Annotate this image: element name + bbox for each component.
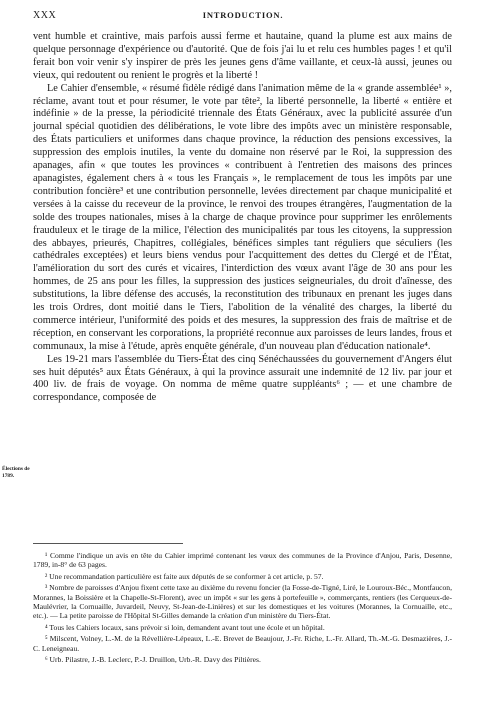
- page-number: XXX: [33, 10, 57, 21]
- running-title: INTRODUCTION.: [202, 10, 284, 20]
- footnotes: [33, 551, 452, 666]
- footnote: ⁶ Urb. Pilastre, J.-B. Leclerc, P.-J. Druillon, Urb.-R. Davy des Piltières.: [45, 655, 261, 665]
- paragraph-elections: Les 19-21 mars l'assemblée du Tiers-État des cinq Sénéchaussées du gouvernement d'Angers élut ses huit députés⁵ aux États Généraux, à qui la province assurait une indemnité de 12 liv. par jour et 400 liv. de frais de voyage. On nomma de même quatre suppléants⁶ ; — et une chambre de correspondance, composée de: [33, 353, 452, 404]
- footnote: ⁵ Milscent, Volney, L.-M. de la Révellière-Lépeaux, L.-E. Brevet de Beaujour, J.-Fr. Riche, L.-Fr. Allard, Th.-M.-G. Desmazières, J.-C. Leneigneau.: [33, 634, 452, 653]
- running-header: [33, 10, 453, 24]
- paragraph-continuation: vent humble et craintive, mais parfois aussi ferme et hautaine, quand la plume est aux mains de quelque personnage d'expérience ou d'autorité. Que de fois j'ai lu et relu ces humbles pages ! et qu'il ferait bon voir venir s'y inspirer de près les jeunes gens d'âme vaillante, et ceux-là aussi, jeunes ou vieux, qui redoutent ou renient le progrès et la liberté !: [33, 31, 452, 81]
- footnote-divider: [33, 543, 183, 544]
- footnote: ² Une recommandation particulière est faite aux députés de se conformer à cet article, p. 57.: [45, 571, 324, 581]
- footnote: ⁴ Tous les Cahiers locaux, sans prévoir si loin, demandent avant tout une école et un hôpital.: [45, 622, 325, 632]
- paragraph-cahier: Le Cahier d'ensemble, « résumé fidèle rédigé dans l'animation même de la « grande assemblée¹ », réclame, avant tout et pour résumer, le vote par tête², la liberté personnelle, la liberté « entière et indéfinie » de la presse, la périodicité triennale des États Généraux, avec la publicité assurée d'un journal spécial quotidien des délibérations, le vote libre des impôts avec un ministère responsable, des États particuliers et uniformes dans chaque province, la réduction des pensions excessives, la suppression des emplois inutiles, la vente du domaine non réservé par le Roi, la suppression des apanages, afin « que toutes les provinces « contribuent à l'entretien des maisons des princes apanagistes, également chers à « tous les Français », le remplacement de tous les impôts par une contribution foncière³ et une contribution personnelle, levées directement par chaque municipalité et versées à la caisse du receveur de la province, le renvoi des troupes étrangères, l'augmentation de la solde des troupes nationales, mises à la charge de chaque province pour supprimer les enrôlements frauduleux et le tirage de la milice, l'élection des municipalités par tous les citoyens, la suppression des abbayes, prieurés, Chapitres, collégiales, bénéfices simples tant réguliers que séculiers (les cathédrales exceptées) et leurs biens vendus pour l'acquittement des dettes du Clergé et de l'État, l'amélioration du sort des curés et vicaires, l'interdiction des vœux avant l'âge de 30 ans pour les hommes, de 25 ans pour les filles, la suppression des justices seigneuriales, du droit d'aînesse, des substitutions, la libre défense des accusés, la reconstitution des tribunaux en prenant les juges dans les trois Ordres, dont moitié dans le Tiers, l'abolition de la vénalité des charges, la liberté du commerce intérieur, l'uniformité des poids et des mesures, la suppression des frais de maîtrise et de réception, en conservant les corporations, la propriété reconnue aux paroisses de leurs landes, frous et communaux, la mise à l'étude, après enquête générale, d'un nouveau plan d'éducation nationale⁴.: [33, 82, 452, 352]
- footnote: ¹ Comme l'indique un avis en tête du Cahier imprimé contenant les vœux des communes de la Province d'Anjou, Paris, Desenne, 1789, in-8° de 63 pages.: [33, 551, 452, 570]
- main-text: [33, 31, 452, 405]
- footnote: ³ Nombre de paroisses d'Anjou fixent cette taxe au dixième du revenu foncier (la Fosse-de-Tigné, Liré, le Louroux-Béc., Montfaucon, Morannes, la Boissière et la Chapelle-St-Florent), avec un impôt « sur les gens à portefeuille », commerçants, rentiers (les Cerqueux-de-Maulévrier, la Cornuaille, Juvardeil, Neuvy, St-Jean-de-Linières) et sur les domestiques et les voitures (Morannes, la Cornuaille, etc., etc.). — La petite paroisse de l'Hôpital St-Gilles demande la création d'un ministère du Tiers-État.: [33, 583, 452, 621]
- margin-note: Élections de 1789.: [2, 466, 30, 479]
